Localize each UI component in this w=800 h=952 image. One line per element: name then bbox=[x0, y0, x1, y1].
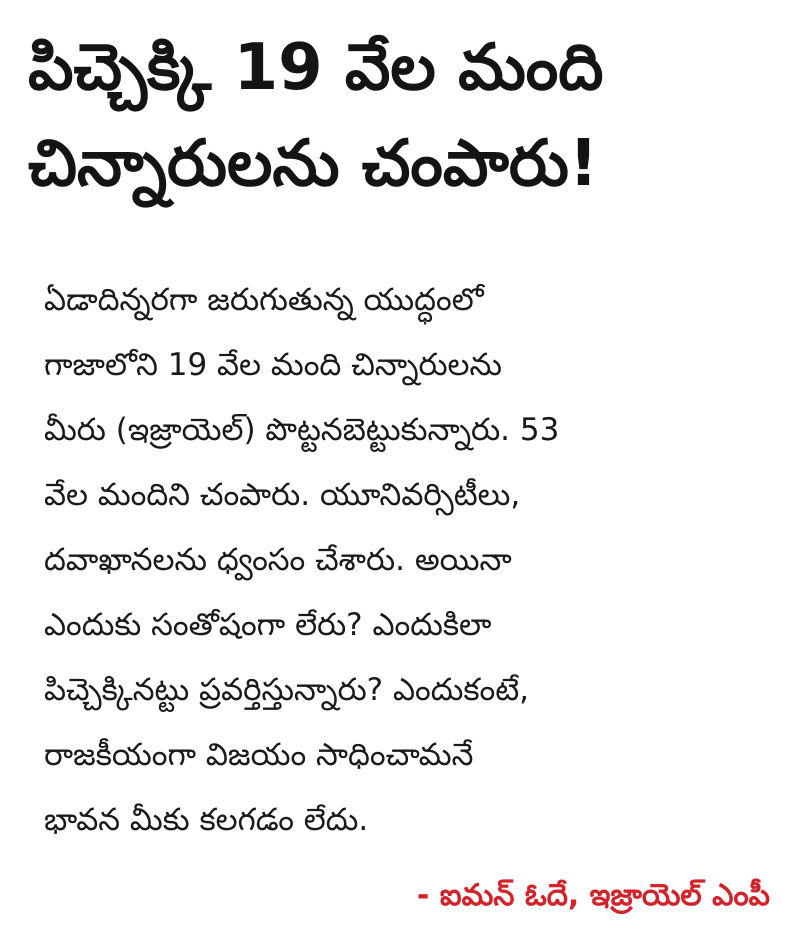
body-line: భావన మీకు కలగడం లేదు. bbox=[44, 802, 369, 838]
body-line: ఏడాదిన్నరగా జరుగుతున్న యుద్ధంలో bbox=[44, 282, 484, 318]
body-line: మీరు (ఇజ్రాయెల్) పొట్టనబెట్టుకున్నారు. 53 bbox=[44, 412, 560, 448]
article-body bbox=[44, 268, 776, 853]
body-line: దవాఖానలను ధ్వంసం చేశారు. అయినా bbox=[44, 542, 512, 578]
headline-line: చిన్నారులను చంపారు! bbox=[28, 127, 599, 201]
body-line: పిచ్చెక్కినట్టు ప్రవర్తిస్తున్నారు? ఎందుకంటే, bbox=[44, 672, 530, 708]
body-line: గాజాలోని 19 వేల మంది చిన్నారులను bbox=[44, 347, 503, 383]
attribution: - ఐమన్ ఓదే, ఇజ్రాయెల్ ఎంపీ bbox=[416, 878, 770, 913]
body-line: ఎందుకు సంతోషంగా లేరు? ఎందుకిలా bbox=[44, 607, 492, 643]
headline bbox=[28, 20, 780, 212]
headline-line: పిచ్చెక్కి 19 వేల మంది bbox=[28, 31, 604, 105]
body-line: వేల మందిని చంపారు. యూనివర్సిటీలు, bbox=[44, 477, 521, 513]
body-line: రాజకీయంగా విజయం సాధించామనే bbox=[44, 737, 474, 773]
